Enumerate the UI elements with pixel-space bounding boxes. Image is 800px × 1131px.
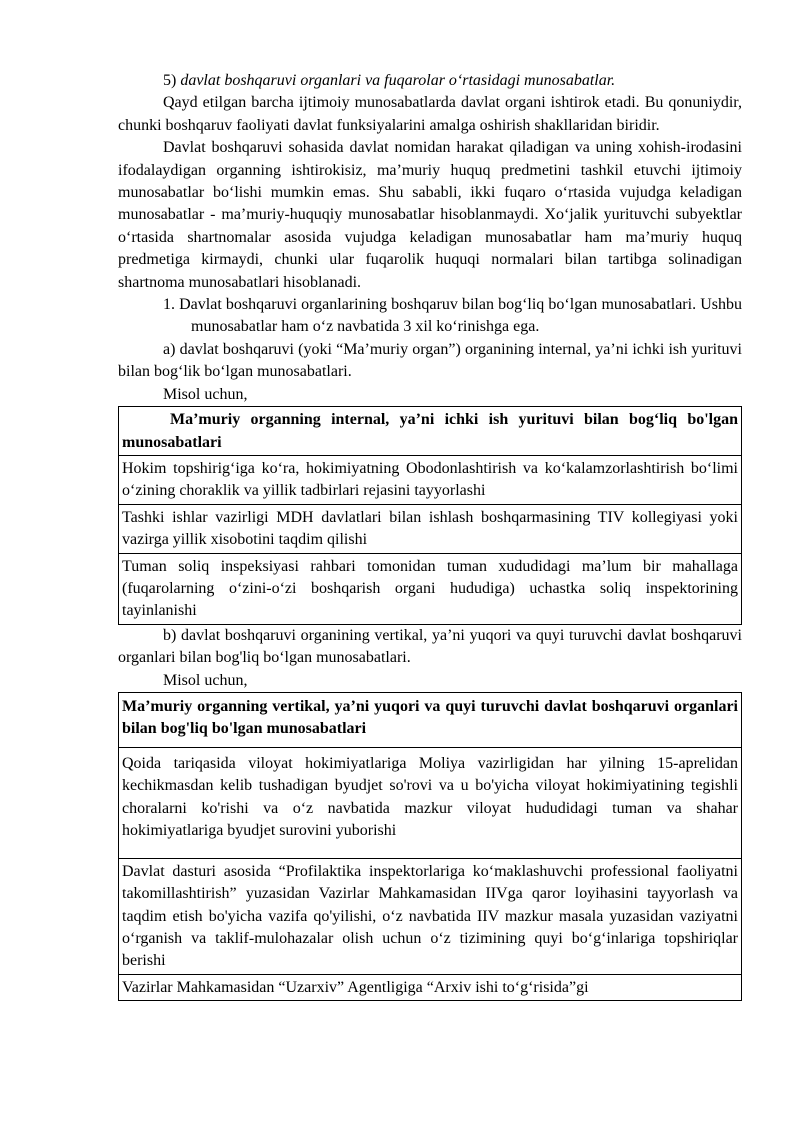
document-page [118, 70, 742, 1001]
table-cell: Qoida tariqasida viloyat hokimiyatlariga Moliya vazirligidan har yilning 15-aprelidan kechikmasdan kelib tushadigan byudjet so'rovi va u bo'yicha viloyat hokimiyatining tegishli choralarni ko'rishi va o‘z navbatida mazkur viloyat hududidagi tuman va shahar hokimiyatlariga byudjet surovini yuborishi [119, 747, 742, 858]
item-5-text: davlat boshqaruvi organlari va fuqarolar o‘rtasidagi munosabatlar. [180, 72, 616, 89]
table-row [119, 455, 742, 504]
example-label-1: Misol uchun, [163, 385, 248, 403]
table-cell: Hokim topshirig‘iga ko‘ra, hokimiyatning Obodonlashtirish va ko‘kalamzorlashtirish bo‘limi o‘zining choraklik va yillik tadbirlari rejasini tayyorlashi [119, 455, 742, 504]
paragraph-b: b) davlat boshqaruvi organining vertikal, ya’ni yuqori va quyi turuvchi davlat boshqaruvi organlari bilan bog'liq bo‘lgan munosabatlari. [118, 626, 742, 667]
paragraph-1: Qayd etilgan barcha ijtimoiy munosabatlarda davlat organi ishtirok etadi. Bu qonuniydir, chunki boshqaruv faoliyati davlat funksiyalarini amalga oshirish shakllaridan biridir. [118, 94, 742, 134]
table-cell: Tuman soliq inspeksiyasi rahbari tomonidan tuman xududidagi ma’lum bir mahallaga (fuqarolarning o‘zini-o‘zi boshqarish organi hududiga) uchastka soliq inspektorining tayinlanishi [119, 553, 742, 624]
table-cell: Tashki ishlar vazirligi MDH davlatlari bilan ishlash boshqarmasining TIV kollegiyasi yoki vazirga yillik xisobotini taqdim qilishi [119, 504, 742, 553]
table-row [119, 974, 742, 1000]
table-row [119, 504, 742, 553]
paragraph-2: Davlat boshqaruvi sohasida davlat nomidan harakat qiladigan va uning xohish-irodasini ifodalaydigan organning ishtirokisiz, ma’muriy huquq predmetini tashkil etuvchi ijtimoiy munosabatlar bo‘lishi mumkin emas. Shu sababli, ikki fuqaro o‘rtasida vujudga keladigan munosabatlar - ma’muriy-huquqiy munosabatlar hisoblanmaydi. Xo‘jalik yurituvchi subyektlar o‘rtasida shartnomalar asosida vujudga keladigan munosabatlar ham ma’muriy huquq predmetiga kirmaydi, chunki ular fuqarolik huquqi normalari bilan tartibga solinadigan shartnoma munosabatlari hisoblanadi. [118, 139, 742, 291]
table-row [119, 747, 742, 858]
example-label-2: Misol uchun, [163, 671, 248, 689]
table-vertical-relations [118, 692, 742, 1001]
table-cell: Vazirlar Mahkamasidan “Uzarxiv” Agentligiga “Arxiv ishi to‘g‘risida”gi [119, 974, 742, 1000]
paragraph-item-5 [118, 70, 742, 92]
table-cell: Davlat dasturi asosida “Profilaktika inspektorlariga ko‘maklashuvchi professional faoliyatni takomillashtirish” yuzasidan Vazirlar Mahkamasidan IIVga qaror loyihasini tayyorlash va taqdim etish bo'yicha vazifa qo'yilishi, o‘z navbatida IIV mazkur masala yuzasidan vaziyatni o‘rganish va taklif-mulohazalar olish uchun o‘z tizimining quyi bo‘g‘inlariga topshiriqlar berishi [119, 858, 742, 974]
item-5-number: 5) [163, 72, 181, 89]
table-internal-relations [118, 406, 742, 625]
table-header: Ma’muriy organning internal, ya’ni ichki ish yurituvi bilan bog‘liq bo'lgan munosabatlari [119, 407, 742, 456]
numbered-item-1: 1. Davlat boshqaruvi organlarining boshqaruv bilan bog‘liq bo‘lgan munosabatlari. Ushbu munosabatlar ham o‘z navbatida 3 xil ko‘rinishga ega. [163, 296, 742, 336]
table-row [119, 858, 742, 974]
paragraph-a: a) davlat boshqaruvi (yoki “Ma’muriy organ”) organining internal, ya’ni ichki ish yurituvi bilan bog‘lik bo‘lgan munosabatlari. [118, 340, 742, 381]
table-row [119, 407, 742, 456]
table-row [119, 553, 742, 624]
table-row [119, 692, 742, 747]
table-header: Ma’muriy organning vertikal, ya’ni yuqori va quyi turuvchi davlat boshqaruvi organlari bilan bog'liq bo'lgan munosabatlari [119, 692, 742, 747]
